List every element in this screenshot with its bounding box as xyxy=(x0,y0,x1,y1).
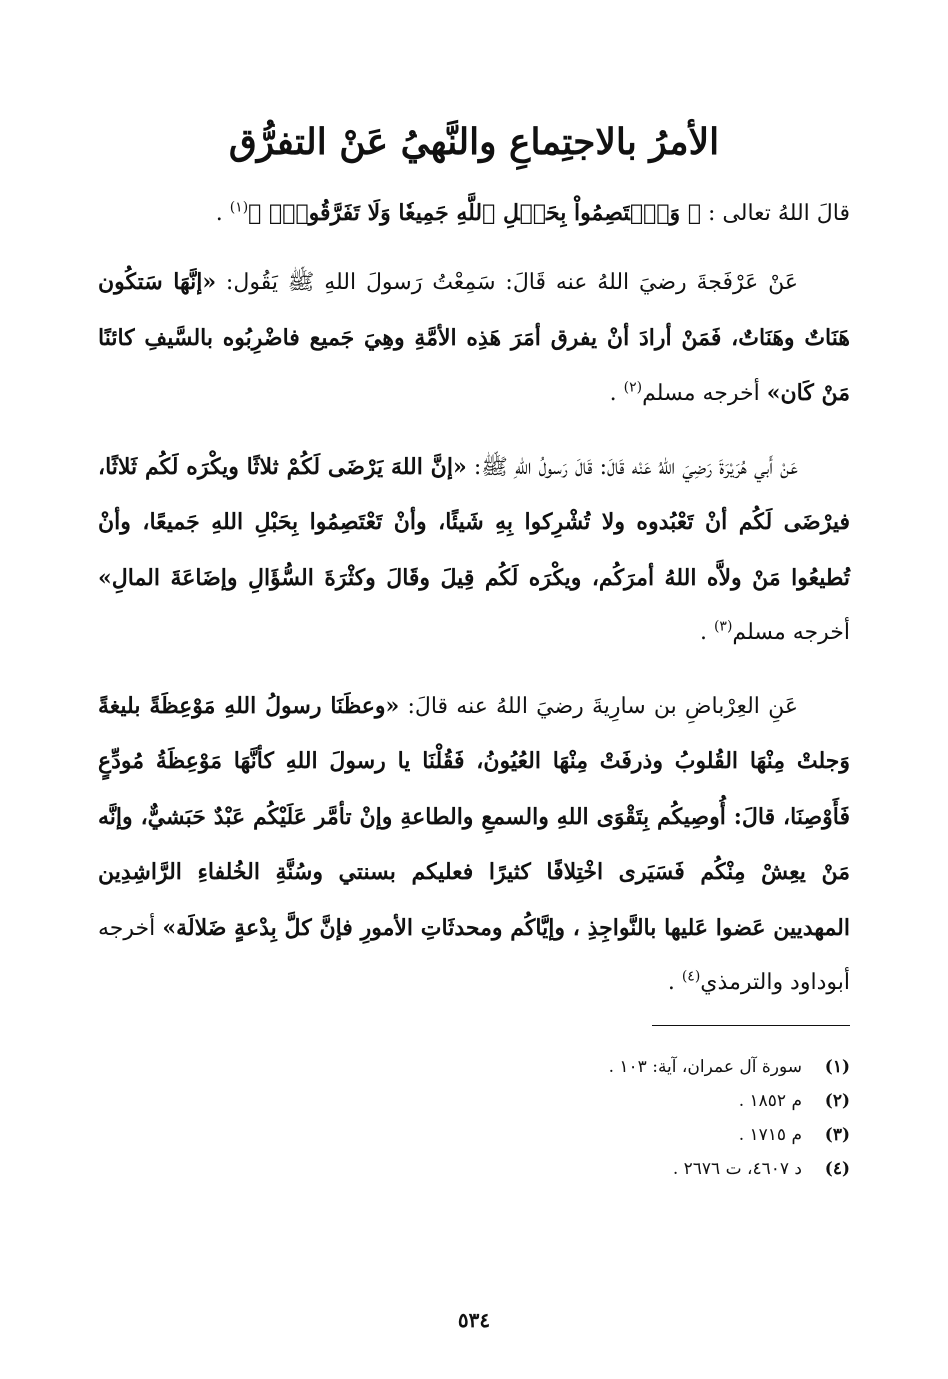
verse-text: ﴿ وَٱعۡتَصِمُواْ بِحَبۡلِ ٱللَّهِ جَمِيعٗا وَلَا تَفَرَّقُواْۚ ﴾ xyxy=(248,200,702,226)
footnote-number: (١) xyxy=(824,1057,850,1077)
chapter-title: الأمرُ بالاجتِماعِ والنَّهيُ عَنْ التفرُّق xyxy=(228,121,720,164)
hadith-paragraph-2 xyxy=(98,440,850,661)
footnote-ref-3: (٣) xyxy=(713,618,733,635)
source-text: أخرجه مسلم xyxy=(642,381,767,406)
narration-intro: عَنِ العِرْباضِ بن سارِيةَ رضيَ اللهُ عنه قالَ: xyxy=(399,693,798,719)
footnote-item xyxy=(98,1050,850,1084)
verse-intro: قالَ اللهُ تعالى : xyxy=(701,201,850,226)
verse-end: . xyxy=(215,201,230,226)
footnote-text: م ١٨٥٢ . xyxy=(738,1091,802,1111)
page-number: ٥٣٤ xyxy=(457,1308,491,1332)
hadith-list xyxy=(98,255,850,1029)
paragraph-end: . xyxy=(609,381,624,406)
source-text: أخرجه أبوداود والترمذي xyxy=(98,915,850,995)
footnote-ref-4: (٤) xyxy=(681,968,701,985)
hadith-paragraph-1 xyxy=(98,255,850,422)
footnote-number: (٤) xyxy=(824,1159,850,1179)
hadith-text: «إنَّهَا سَتكُون هَنَاتٌ وهَنَاتٌ، فَمَنْ أرادَ أنْ يفرق أمَرَ هَذِه الأمَّةِ وهِيَ جَميع فاضْرِبُوه بالسَّيفِ كائنًا مَنْ كَان» xyxy=(98,269,850,406)
narration-intro: عَنْ أَبي هُرَيْرَةَ رَضِيَ اللهُ عَنْه قَالَ: قَالَ رَسولُ اللهِ ﷺ: xyxy=(466,454,799,480)
footnote-item xyxy=(98,1152,850,1186)
footnote-number: (٣) xyxy=(824,1125,850,1145)
source-text: أخرجه مسلم xyxy=(732,620,850,645)
footnote-text: سورة آل عمران، آية: ١٠٣ . xyxy=(608,1057,802,1077)
footnote-number: (٢) xyxy=(824,1091,850,1111)
footnote-text: م ١٧١٥ . xyxy=(738,1125,802,1145)
footnote-ref-2: (٢) xyxy=(623,379,643,396)
footnote-item xyxy=(98,1084,850,1118)
quran-verse xyxy=(98,185,850,242)
footnote-text: د ٤٦٠٧، ت ٢٦٧٦ . xyxy=(672,1159,802,1179)
footnote-ref-1: (١) xyxy=(229,199,249,216)
hadith-paragraph-3 xyxy=(98,679,850,1011)
paragraph-end: . xyxy=(699,620,714,645)
footnotes-list xyxy=(98,1050,850,1186)
footnote-separator xyxy=(652,1025,850,1026)
hadith-text: «إنَّ اللهَ يَرْضَى لَكُمْ ثلاثًا ويكْرَه لَكُم ثَلاثًا، فيرْضَى لَكُم أنْ تَعْبُدوه ولا تُشْرِكوا بِهِ شَيئًا، وأنْ تَعْتَصِمُوا بِحَبْلِ اللهِ جَميعًا، وأنْ تُطيعُوا مَنْ ولاَّه اللهُ أمرَكُم، ويكْرَه لَكُم قِيلَ وقَالَ وكثْرَةَ السُّؤَالِ وإضَاعَةَ المالِ» xyxy=(98,453,850,591)
paragraph-end: . xyxy=(667,970,682,995)
footnote-item xyxy=(98,1118,850,1152)
narration-intro: عَنْ عَرْفَجةَ رضيَ اللهُ عنه قَالَ: سَمِعْتُ رَسولَ اللهِ ﷺ يَقُول: xyxy=(216,270,798,295)
hadith-text: «وعظَنَا رسولُ اللهِ مَوْعِظَةً بليغةً وَجلتْ مِنْهَا القُلوبُ وذرفَتْ مِنْهَا العُيُونُ، فَقُلْنَا يا رسولَ اللهِ كأنَّهَا مَوْعِظَةُ مُودِّعٍ فَأَوْصِنَا، قالَ: أُوصِيكُم بِتَقْوَى اللهِ والسمعِ والطاعةِ وإنْ تأمَّر عَلَيْكُم عَبْدٌ حَبَشيٌّ، وإنَّه مَنْ يعِشْ مِنْكُم فَسَيَرى اخْتِلافًا كثيرًا فعليكم بسنتي وسُنَّةِ الخُلفاءِ الرَّاشِدِين المهديين عَضوا عَليها بالنَّواجِذِ ، وإيَّاكُم ومحدثَاتِ الأمورِ فإنَّ كلَّ بِدْعةٍ ضَلالَة» xyxy=(98,692,850,941)
